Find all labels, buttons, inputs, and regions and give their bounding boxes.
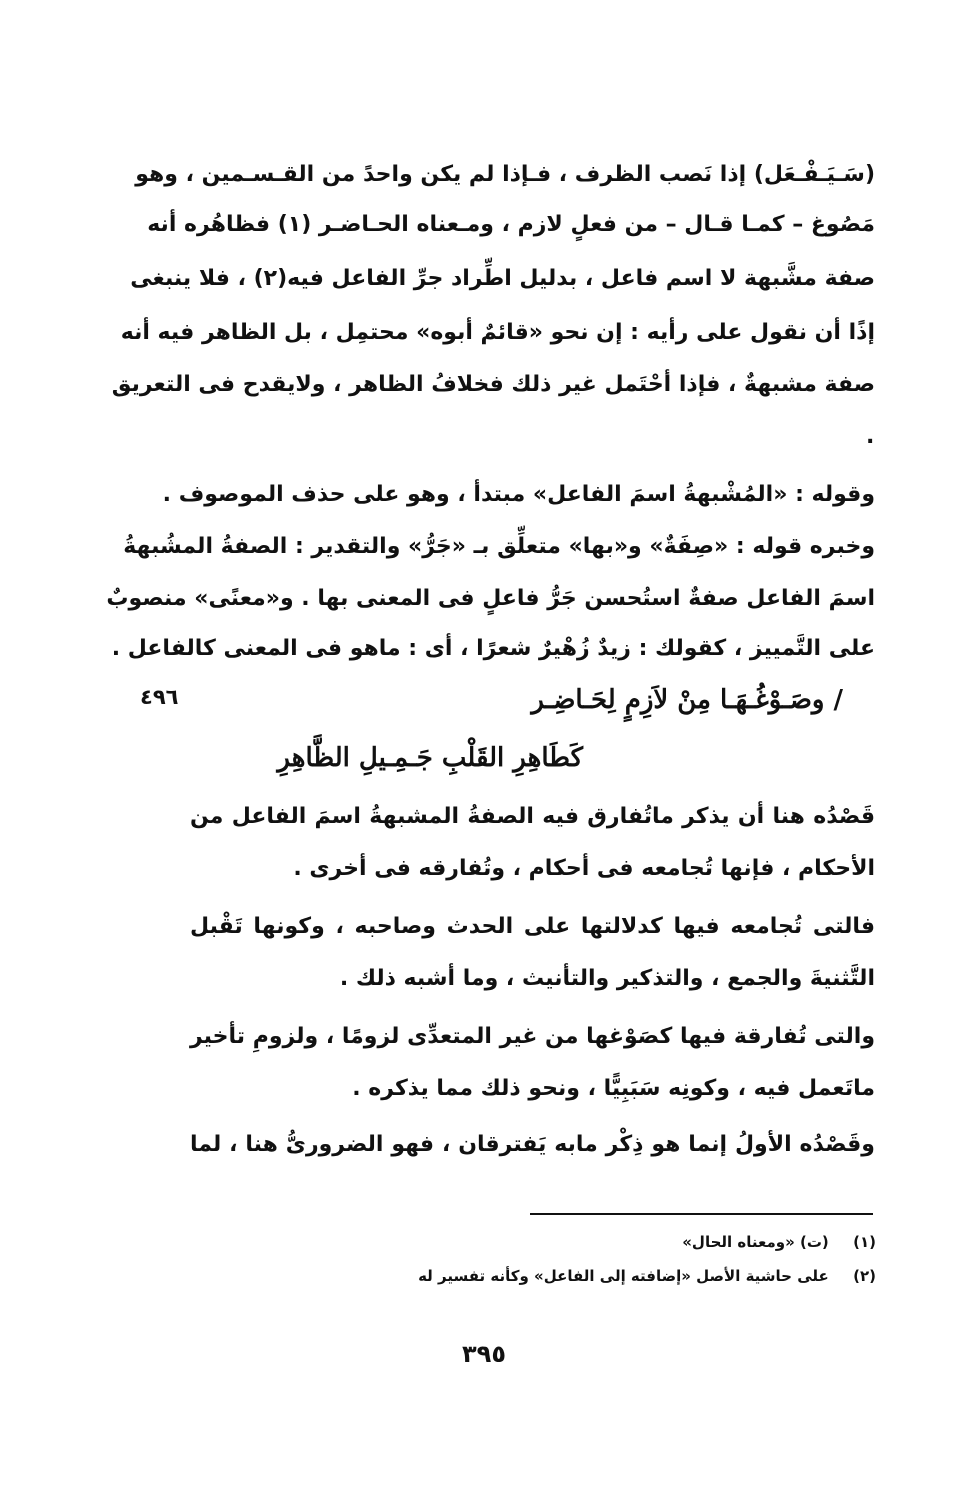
footnote-1 (682, 1230, 876, 1254)
text-line: الأحكام ، فإنها تُجامعه فى أحكام ، وتُفارقه فى أخرى . (293, 856, 875, 881)
verse-first-hemistich: / وصَـوْغُـهَـا مِنْ لاَزِمٍ لِحَـاضِـر (531, 685, 843, 715)
text-line: والتى تُفارقة فيها كصَوْغها من غير المتعدِّى لزومًا ، ولزومِ تأخير (190, 1024, 875, 1049)
text-line: اسمَ الفاعل صفةٌ استُحسن جَرُّ فاعلٍ فى المعنى بها . و«معنًى» منصوبٌ (106, 586, 875, 611)
text-line: على التَّمييز ، كقولك : زيدٌ زُهْيرٌ شعرًا ، أى : ماهو فى المعنى كالفاعل . (111, 636, 875, 661)
text-dot: . (866, 424, 875, 449)
footnote-number: (١) (853, 1233, 876, 1251)
text-line: (سَـيَـفْـعَل) إذا نَصب الظرف ، فـإذا لم يكن واحدً من القـسـمين ، وهو (135, 162, 875, 187)
text-line: فالتى تُجامعه فيها كدلالتها على الحدث وصاحبه ، وكونها تَقْبل (190, 914, 875, 939)
footnote-text: (ت) «ومعناه الحال» (682, 1233, 829, 1251)
footnote-number: (٢) (853, 1267, 876, 1285)
text-line: صفة مشَّبهة لا اسم فاعل ، بدليل اطِّراد جرِّ الفاعل فيه(٢) ، فلا ينبغى (130, 266, 875, 291)
footnote-text: على حاشية الأصل «إضافته إلى الفاعل» وكأنه تفسير له (418, 1267, 829, 1285)
page-number: ٣٩٥ (462, 1340, 506, 1368)
text-line: ماتَعمل فيه ، وكونِه سَبَبِيًّا ، ونحو ذلك مما يذكره . (352, 1076, 875, 1101)
text-line: وقَصْدُه الأولُ إنما هو ذِكْر مابه يَفترقان ، فهو الضرورىُّ هنا ، لما (190, 1132, 875, 1157)
verse-second-hemistich: كَطَاهِرِ القَلْبِ جَـمِـيلِ الظَّاهِرِ (277, 743, 583, 773)
text-line: مَصُوغ – كمـا قـال – من فعلٍ لازم ، ومـعناه الحـاضـر (١) فظاهُره أنه (147, 212, 875, 237)
text-line: التَّثنيةَ والجمع ، والتذكير والتأنيث ، وما أشبه ذلك . (339, 966, 875, 991)
margin-page-number: ٤٩٦ (140, 685, 179, 709)
text-line: إذًا أن نقول على رأيه : إن نحو «قائمٌ أبوه» محتمِل ، بل الظاهر فيه أنه (120, 320, 875, 345)
text-line: صفة مشبهةٌ ، فإذا أحْتَمل غير ذلك فخلافُ الظاهر ، ولايقدح فى التعريق (111, 372, 875, 397)
footnote-2 (418, 1264, 876, 1288)
text-line: وخبره قوله : «صِفَةٌ» و«بها» متعلِّق بـ «جَرُّ» والتقدير : الصفةُ المشُبهةُ (123, 534, 875, 559)
footnote-divider (530, 1213, 873, 1215)
text-line: قَصْدُه هنا أن يذكر ماتُفارق فيه الصفةُ المشبهةُ اسمَ الفاعل من (190, 804, 875, 829)
text-line: وقوله : «المُشْبهةُ اسمَ الفاعل» مبتدأ ، وهو على حذف الموصوف . (162, 482, 875, 507)
